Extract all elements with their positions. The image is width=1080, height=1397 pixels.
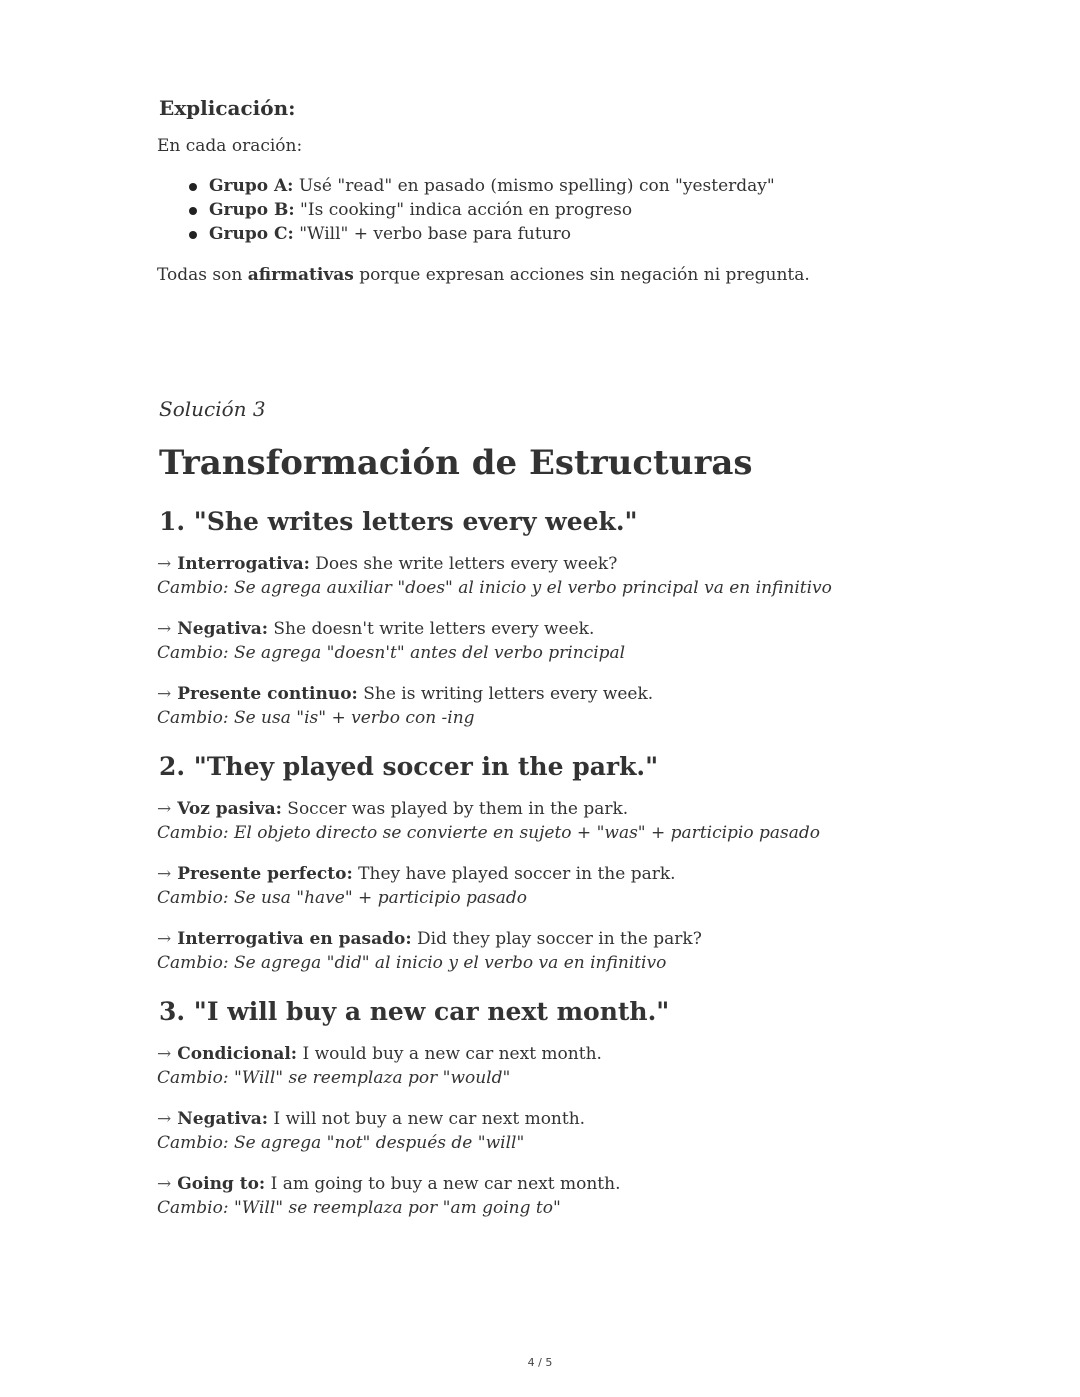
- transformation-line: [157, 1107, 937, 1131]
- transformation-item: [157, 617, 937, 665]
- change-note: Cambio: Se agrega "not" después de "will": [157, 1133, 525, 1153]
- transformation-line: [157, 797, 937, 821]
- transformation-line: [157, 617, 937, 641]
- transformation-line: [157, 862, 937, 886]
- page-number: 4 / 5: [527, 1356, 553, 1369]
- explanation-heading: Explicación:: [159, 96, 296, 120]
- transformation-text: I will not buy a new car next month.: [268, 1109, 586, 1129]
- solution-label: Solución 3: [159, 397, 266, 421]
- list-item: [187, 198, 937, 222]
- transformation-label: Voz pasiva:: [177, 799, 282, 819]
- list-item: [187, 222, 937, 246]
- transformation-item: [157, 552, 937, 600]
- transformation-item: [157, 1172, 937, 1220]
- page-title: Transformación de Estructuras: [159, 443, 753, 483]
- list-item: [187, 174, 937, 198]
- transformation-text: They have played soccer in the park.: [352, 864, 676, 884]
- transformation-item: [157, 797, 937, 845]
- summary-pre: Todas son: [157, 265, 248, 285]
- transformation-text: Soccer was played by them in the park.: [281, 799, 629, 819]
- bullet-label: Grupo B:: [209, 200, 295, 220]
- transformation-label: Condicional:: [177, 1044, 298, 1064]
- transformation-label: Presente perfecto:: [177, 864, 353, 884]
- transformation-item: [157, 682, 937, 730]
- transformation-line: [157, 682, 937, 706]
- change-note: Cambio: El objeto directo se convierte en sujeto + "was" + participio pasado: [157, 823, 820, 843]
- arrow-right-icon: →: [157, 799, 172, 819]
- transformation-text: She doesn't write letters every week.: [268, 619, 595, 639]
- explanation-intro: En cada oración:: [157, 136, 303, 156]
- summary-post: porque expresan acciones sin negación ni pregunta.: [353, 265, 810, 285]
- transformation-text: She is writing letters every week.: [357, 684, 654, 704]
- transformation-item: [157, 862, 937, 910]
- section-heading-2: 2. "They played soccer in the park.": [159, 752, 659, 781]
- transformation-line: [157, 927, 937, 951]
- transformation-text: I am going to buy a new car next month.: [265, 1174, 621, 1194]
- change-note: Cambio: Se agrega "doesn't" antes del verbo principal: [157, 643, 626, 663]
- bullet-icon: [189, 207, 197, 215]
- section-heading-1: 1. "She writes letters every week.": [159, 507, 638, 536]
- arrow-right-icon: →: [157, 864, 172, 884]
- transformation-label: Interrogativa:: [177, 554, 310, 574]
- transformation-label: Negativa:: [177, 1109, 268, 1129]
- change-note: Cambio: Se usa "is" + verbo con -ing: [157, 708, 475, 728]
- change-note: Cambio: "Will" se reemplaza por "would": [157, 1068, 511, 1088]
- arrow-right-icon: →: [157, 1109, 172, 1129]
- arrow-right-icon: →: [157, 684, 172, 704]
- bullet-icon: [189, 231, 197, 239]
- explanation-summary: [157, 263, 937, 287]
- bullet-icon: [189, 183, 197, 191]
- arrow-right-icon: →: [157, 554, 172, 574]
- arrow-right-icon: →: [157, 929, 172, 949]
- transformation-line: [157, 552, 937, 576]
- arrow-right-icon: →: [157, 619, 172, 639]
- change-note: Cambio: Se agrega auxiliar "does" al inicio y el verbo principal va en infinitivo: [157, 578, 832, 598]
- transformation-label: Negativa:: [177, 619, 268, 639]
- bullet-text: Usé "read" en pasado (mismo spelling) con "yesterday": [293, 176, 775, 196]
- transformation-label: Going to:: [177, 1174, 266, 1194]
- transformation-item: [157, 1042, 937, 1090]
- section-heading-3: 3. "I will buy a new car next month.": [159, 997, 670, 1026]
- bullet-label: Grupo A:: [209, 176, 294, 196]
- transformation-text: Does she write letters every week?: [309, 554, 618, 574]
- transformation-text: Did they play soccer in the park?: [411, 929, 702, 949]
- bullet-text: "Will" + verbo base para futuro: [293, 224, 571, 244]
- summary-bold: afirmativas: [247, 265, 354, 285]
- explanation-bullet-list: [157, 174, 937, 246]
- arrow-right-icon: →: [157, 1044, 172, 1064]
- change-note: Cambio: "Will" se reemplaza por "am going to": [157, 1198, 561, 1218]
- change-note: Cambio: Se usa "have" + participio pasado: [157, 888, 528, 908]
- bullet-label: Grupo C:: [209, 224, 294, 244]
- bullet-text: "Is cooking" indica acción en progreso: [294, 200, 633, 220]
- transformation-item: [157, 1107, 937, 1155]
- transformation-item: [157, 927, 937, 975]
- transformation-line: [157, 1042, 937, 1066]
- transformation-label: Interrogativa en pasado:: [177, 929, 412, 949]
- transformation-line: [157, 1172, 937, 1196]
- arrow-right-icon: →: [157, 1174, 172, 1194]
- transformation-label: Presente continuo:: [177, 684, 358, 704]
- change-note: Cambio: Se agrega "did" al inicio y el verbo va en infinitivo: [157, 953, 667, 973]
- transformation-text: I would buy a new car next month.: [297, 1044, 602, 1064]
- page-content: [157, 94, 937, 1220]
